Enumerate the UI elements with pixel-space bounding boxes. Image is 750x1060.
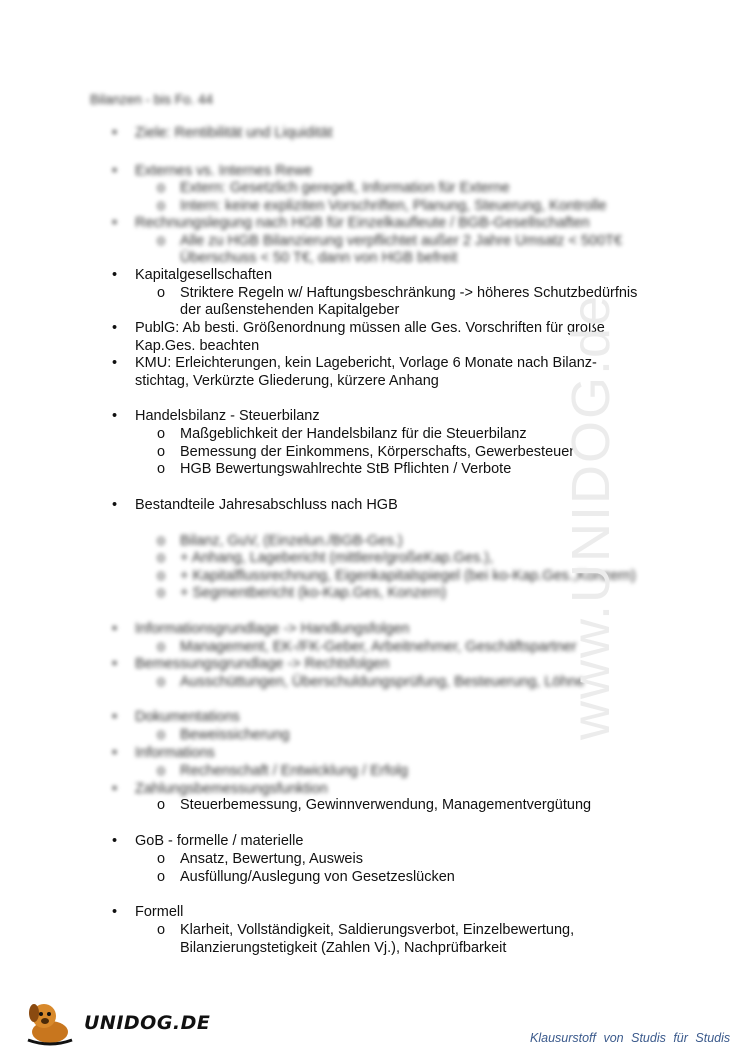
list-item-text: stichtag, Verkürzte Gliederung, kürzere Anhang	[135, 373, 439, 389]
bullet-icon: •	[112, 621, 118, 637]
circle-bullet-icon: o	[157, 180, 166, 196]
list-item-text: + Segmentbericht (ko-Kap.Ges, Konzern)	[180, 585, 447, 601]
footer-tagline: Klausurstoff von Studis für Studis	[530, 1031, 731, 1045]
bullet-icon: •	[112, 355, 118, 371]
circle-bullet-icon: o	[157, 461, 166, 477]
bullet-icon: •	[112, 320, 118, 336]
list-item-text: Maßgeblichkeit der Handelsbilanz für die Steuerbilanz	[180, 426, 527, 442]
watermark: www.UNIDOG.de	[561, 293, 621, 740]
list-item-text: Informationsgrundlage -> Handlungsfolgen	[135, 621, 410, 637]
circle-bullet-icon: o	[157, 533, 166, 549]
circle-bullet-icon: o	[157, 233, 166, 249]
list-item-text: Striktere Regeln w/ Haftungsbeschränkung -> höheres Schutzbedürfnis	[180, 285, 638, 301]
list-item-text: + Kapitalflussrechnung, Eigenkapitalspiegel (bei ko-Kap.Ges.,Konzern)	[180, 568, 636, 584]
list-item-text: Kap.Ges. beachten	[135, 338, 260, 354]
circle-bullet-icon: o	[157, 674, 166, 690]
list-item-text: Formell	[135, 904, 184, 920]
unidog-logo	[22, 996, 211, 1048]
bullet-icon: •	[112, 215, 118, 231]
list-item-text: Rechenschaft / Entwicklung / Erfolg	[180, 763, 409, 779]
list-item-text: PublG: Ab besti. Größenordnung müssen alle Ges. Vorschriften für große	[135, 320, 605, 336]
page-title: Bilanzen - bis Fo. 44	[90, 92, 214, 107]
bullet-icon: •	[112, 408, 118, 424]
list-item-text: Bilanzierungstetigkeit (Zahlen Vj.), Nachprüfbarkeit	[180, 940, 507, 956]
circle-bullet-icon: o	[157, 285, 166, 301]
circle-bullet-icon: o	[157, 869, 166, 885]
circle-bullet-icon: o	[157, 198, 166, 214]
list-item-text: KMU: Erleichterungen, kein Lagebericht, Vorlage 6 Monate nach Bilanz-	[135, 355, 597, 371]
bullet-icon: •	[112, 709, 118, 725]
bullet-icon: •	[112, 745, 118, 761]
list-item-text: Ansatz, Bewertung, Ausweis	[180, 851, 363, 867]
logo-text: UNIDOG.DE	[84, 1012, 211, 1034]
list-item-text: HGB Bewertungswahlrechte StB Pflichten / Verbote	[180, 461, 512, 477]
circle-bullet-icon: o	[157, 585, 166, 601]
list-item-text: Handelsbilanz - Steuerbilanz	[135, 408, 320, 424]
bullet-icon: •	[112, 656, 118, 672]
list-item-text: GoB - formelle / materielle	[135, 833, 304, 849]
list-item-text: Bemessungsgrundlage -> Rechtsfolgen	[135, 656, 390, 672]
list-item-text: Informations	[135, 745, 215, 761]
list-item-text: Bemessung der Einkommens, Körperschafts, Gewerbesteuer	[180, 444, 575, 460]
bullet-icon: •	[112, 904, 118, 920]
list-item-text: + Anhang, Lagebericht (mittlere/großeKap.Ges.),	[180, 550, 494, 566]
list-item-text: Beweissicherung	[180, 727, 290, 743]
bullet-icon: •	[112, 833, 118, 849]
bullet-icon: •	[112, 163, 118, 179]
list-item-text: Ausfüllung/Auslegung von Gesetzeslücken	[180, 869, 455, 885]
list-item-text: der außenstehenden Kapitalgeber	[180, 302, 400, 318]
circle-bullet-icon: o	[157, 763, 166, 779]
circle-bullet-icon: o	[157, 727, 166, 743]
dog-icon	[22, 996, 82, 1048]
circle-bullet-icon: o	[157, 639, 166, 655]
circle-bullet-icon: o	[157, 568, 166, 584]
bullet-icon: •	[112, 267, 118, 283]
list-item-text: Bestandteile Jahresabschluss nach HGB	[135, 497, 398, 513]
bullet-icon: •	[112, 781, 118, 797]
list-item-text: Intern: keine expliziten Vorschriften, Planung, Steuerung, Kontrolle	[180, 198, 607, 214]
list-item-text: Extern: Gesetzlich geregelt, Information für Externe	[180, 180, 510, 196]
list-item-text: Klarheit, Vollständigkeit, Saldierungsverbot, Einzelbewertung,	[180, 922, 575, 938]
list-item-text: Dokumentations	[135, 709, 240, 725]
list-item-text: Externes vs. Internes Rewe	[135, 163, 313, 179]
list-item-text: Rechnungslegung nach HGB für Einzelkaufleute / BGB-Gesellschaften	[135, 215, 590, 231]
list-item-text: Alle zu HGB Bilanzierung verpflichtet außer 2 Jahre Umsatz < 500T€	[180, 233, 623, 249]
list-item-text: Management, EK-/FK-Geber, Arbeitnehmer, Geschäftspartner	[180, 639, 577, 655]
list-item-text: Ziele: Rentibilität und Liquidität	[135, 125, 333, 141]
circle-bullet-icon: o	[157, 426, 166, 442]
circle-bullet-icon: o	[157, 550, 166, 566]
list-item-text: Zahlungsbemessungsfunktion	[135, 781, 328, 797]
list-item-text: Steuerbemessung, Gewinnverwendung, Managementvergütung	[180, 797, 592, 813]
list-item-text: Bilanz, GuV, (Einzelun./BGB-Ges.)	[180, 533, 403, 549]
bullet-icon: •	[112, 125, 118, 141]
circle-bullet-icon: o	[157, 444, 166, 460]
list-item-text: Überschuss < 50 T€, dann von HGB befreit	[180, 250, 458, 266]
list-item-text: Kapitalgesellschaften	[135, 267, 273, 283]
circle-bullet-icon: o	[157, 851, 166, 867]
list-item-text: Ausschüttungen, Überschuldungsprüfung, Besteuerung, Löhne	[180, 674, 585, 690]
circle-bullet-icon: o	[157, 922, 166, 938]
circle-bullet-icon: o	[157, 797, 166, 813]
bullet-icon: •	[112, 497, 118, 513]
